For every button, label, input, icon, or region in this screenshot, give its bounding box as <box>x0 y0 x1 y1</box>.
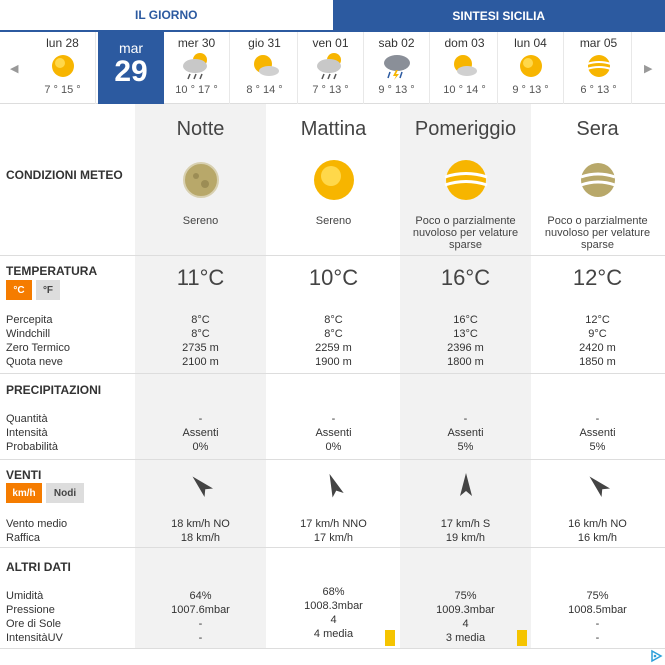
day-temps: 6 ° 13 ° <box>580 84 617 96</box>
label-intensity: Intensità <box>6 427 48 439</box>
day-temps: 8 ° 14 ° <box>246 84 283 96</box>
day-item[interactable] <box>498 32 564 104</box>
condition-desc: Poco o parzialmente nuvoloso per velature sparse <box>544 215 651 251</box>
value: - <box>595 618 600 630</box>
value: 1009.3mbar <box>436 604 495 616</box>
tab-day[interactable]: IL GIORNO <box>0 0 333 32</box>
temperature-row <box>0 256 665 374</box>
precip-values <box>400 412 531 454</box>
value: 8°C <box>191 328 210 340</box>
day-temps: 9 ° 13 ° <box>378 84 415 96</box>
day-temps: 7 ° 13 ° <box>312 84 349 96</box>
day-number: 29 <box>114 55 148 88</box>
hazy-moon-icon <box>575 160 621 200</box>
temp-values <box>400 313 531 369</box>
other-values <box>135 589 266 645</box>
wind-values <box>532 517 663 545</box>
value: 68% <box>322 586 345 598</box>
sun-icon <box>49 52 77 80</box>
wind-values <box>400 517 531 545</box>
main-temp: 12°C <box>572 265 623 290</box>
condition-desc: Sereno <box>182 215 219 227</box>
period-evening: Sera <box>576 118 619 140</box>
day-item[interactable] <box>164 32 230 104</box>
day-name: lun 28 <box>46 36 79 50</box>
label-gust: Raffica <box>6 532 41 544</box>
value: Assenti <box>182 427 219 439</box>
value: 3 media <box>445 632 486 644</box>
other-heading: ALTRI DATI <box>6 560 71 574</box>
ad-choices-icon[interactable] <box>649 649 663 663</box>
value: - <box>198 413 203 425</box>
value: 16 km/h NO <box>568 518 627 530</box>
value: 4 <box>462 618 469 630</box>
label-probability: Probabilità <box>6 441 58 453</box>
hazy-sun-icon <box>583 52 615 80</box>
unit-fahrenheit-button[interactable]: °F <box>36 280 60 300</box>
unit-kmh-button[interactable]: km/h <box>6 483 42 503</box>
temp-labels <box>6 313 70 369</box>
value: Assenti <box>579 427 616 439</box>
label-humidity: Umidità <box>6 590 44 602</box>
value: 1008.3mbar <box>304 600 363 612</box>
wind-direction-icon <box>453 472 479 498</box>
value: 19 km/h <box>445 532 486 544</box>
value: 1008.5mbar <box>568 604 627 616</box>
value: - <box>595 632 600 644</box>
value: - <box>595 413 600 425</box>
day-temps: 9 ° 13 ° <box>512 84 549 96</box>
period-morning: Mattina <box>300 118 367 140</box>
day-name: gio 31 <box>248 36 281 50</box>
value: 17 km/h S <box>440 518 491 530</box>
precip-labels <box>6 412 58 454</box>
value: 75% <box>454 590 477 602</box>
value: 18 km/h NO <box>171 518 230 530</box>
main-temp: 10°C <box>308 265 359 290</box>
day-item[interactable] <box>432 32 498 104</box>
wind-values <box>135 517 266 545</box>
value: 75% <box>586 590 609 602</box>
label-freezing-level: Zero Termico <box>6 342 70 354</box>
value: 13°C <box>453 328 478 340</box>
wind-row <box>0 460 665 548</box>
value: Assenti <box>315 427 352 439</box>
other-data-row <box>0 548 665 649</box>
wind-labels <box>6 517 67 545</box>
precipitation-row <box>0 374 665 460</box>
value: Assenti <box>447 427 484 439</box>
sun-icon <box>311 157 357 203</box>
main-temp: 11°C <box>176 265 225 290</box>
value: 16°C <box>453 314 478 326</box>
rain-icon <box>180 51 214 81</box>
day-temps: 10 ° 14 ° <box>443 84 486 96</box>
day-name: mar <box>118 40 144 56</box>
precip-values <box>135 412 266 454</box>
unit-celsius-button[interactable]: °C <box>6 280 32 300</box>
value: 1007.6mbar <box>171 604 230 616</box>
day-item[interactable] <box>364 32 430 104</box>
temp-values <box>135 313 266 369</box>
day-item[interactable] <box>566 32 632 104</box>
other-labels <box>6 589 63 645</box>
storm-icon <box>380 51 414 81</box>
sun-icon <box>517 52 545 80</box>
day-temps: 7 ° 15 ° <box>44 84 81 96</box>
value: 8°C <box>324 314 343 326</box>
label-perceived: Percepita <box>6 314 53 326</box>
other-values <box>532 589 663 645</box>
condition-desc: Sereno <box>315 215 352 227</box>
uv-indicator <box>517 630 527 646</box>
day-name: ven 01 <box>312 36 349 50</box>
value: 8°C <box>191 314 210 326</box>
unit-knots-button[interactable]: Nodi <box>46 483 84 503</box>
conditions-row <box>0 104 665 256</box>
other-values <box>400 589 531 645</box>
value: 4 <box>330 614 337 626</box>
precipitation-heading: PRECIPITAZIONI <box>6 383 102 397</box>
value: 0% <box>192 441 209 453</box>
value: 64% <box>189 590 212 602</box>
temp-values <box>268 313 399 369</box>
moon-icon <box>181 160 221 200</box>
value: 1800 m <box>447 356 484 368</box>
value: 12°C <box>585 314 610 326</box>
temp-values <box>532 313 663 369</box>
partly-cloudy-icon <box>249 52 281 80</box>
value: 8°C <box>324 328 343 340</box>
value: 1850 m <box>579 356 616 368</box>
value: 16 km/h <box>577 532 618 544</box>
value: 4 media <box>313 628 354 640</box>
day-item[interactable] <box>298 32 364 104</box>
condition-desc: Poco o parzialmente nuvoloso per velature sparse <box>412 215 519 251</box>
value: - <box>463 413 468 425</box>
label-pressure: Pressione <box>6 604 55 616</box>
conditions-heading: CONDIZIONI METEO <box>6 168 123 182</box>
day-name: dom 03 <box>444 36 485 50</box>
label-sun-hours: Ore di Sole <box>6 618 62 630</box>
wind-direction-icon <box>182 467 219 504</box>
wind-direction-icon <box>579 467 616 504</box>
day-item-selected[interactable] <box>98 32 164 104</box>
tab-summary[interactable]: SINTESI SICILIA <box>333 0 665 32</box>
value: - <box>198 618 203 630</box>
day-item[interactable] <box>232 32 298 104</box>
label-quantity: Quantità <box>6 413 48 425</box>
label-uv-index: IntensitàUV <box>6 632 63 644</box>
value: 5% <box>589 441 606 453</box>
value: - <box>331 413 336 425</box>
label-windchill: Windchill <box>6 328 51 340</box>
rain-icon <box>314 51 348 81</box>
uv-indicator <box>385 630 395 646</box>
wind-values <box>268 517 399 545</box>
value: 9°C <box>588 328 607 340</box>
main-temp: 16°C <box>440 265 491 290</box>
wind-heading: VENTI <box>6 468 42 482</box>
day-name: mar 05 <box>579 36 618 50</box>
value: 2396 m <box>447 342 484 354</box>
value: 2259 m <box>315 342 352 354</box>
wind-direction-icon <box>317 468 351 502</box>
day-strip <box>0 32 665 104</box>
day-name: sab 02 <box>378 36 415 50</box>
value: 18 km/h <box>180 532 221 544</box>
partly-cloudy-icon <box>449 52 481 80</box>
precip-values <box>268 412 399 454</box>
precip-values <box>532 412 663 454</box>
period-night: Notte <box>176 118 225 140</box>
next-arrow-icon[interactable]: ▶ <box>644 63 653 75</box>
value: 0% <box>325 441 342 453</box>
value: 5% <box>457 441 474 453</box>
label-avg-wind: Vento medio <box>6 518 68 530</box>
tab-bar <box>0 0 665 32</box>
day-temps: 10 ° 17 ° <box>175 84 218 96</box>
label-snow-level: Quota neve <box>6 356 63 368</box>
day-item[interactable] <box>30 32 96 104</box>
value: 1900 m <box>315 356 352 368</box>
other-values <box>268 585 399 641</box>
day-name: mer 30 <box>177 36 216 50</box>
value: 2100 m <box>182 356 219 368</box>
value: 17 km/h <box>313 532 354 544</box>
value: - <box>198 632 203 644</box>
value: 2420 m <box>579 342 616 354</box>
prev-arrow-icon[interactable]: ◀ <box>10 63 19 75</box>
temperature-heading: TEMPERATURA <box>6 264 98 278</box>
day-name: lun 04 <box>514 36 547 50</box>
period-afternoon: Pomeriggio <box>414 118 517 140</box>
hazy-sun-icon <box>439 157 493 203</box>
value: 17 km/h NNO <box>300 518 367 530</box>
value: 2735 m <box>182 342 219 354</box>
